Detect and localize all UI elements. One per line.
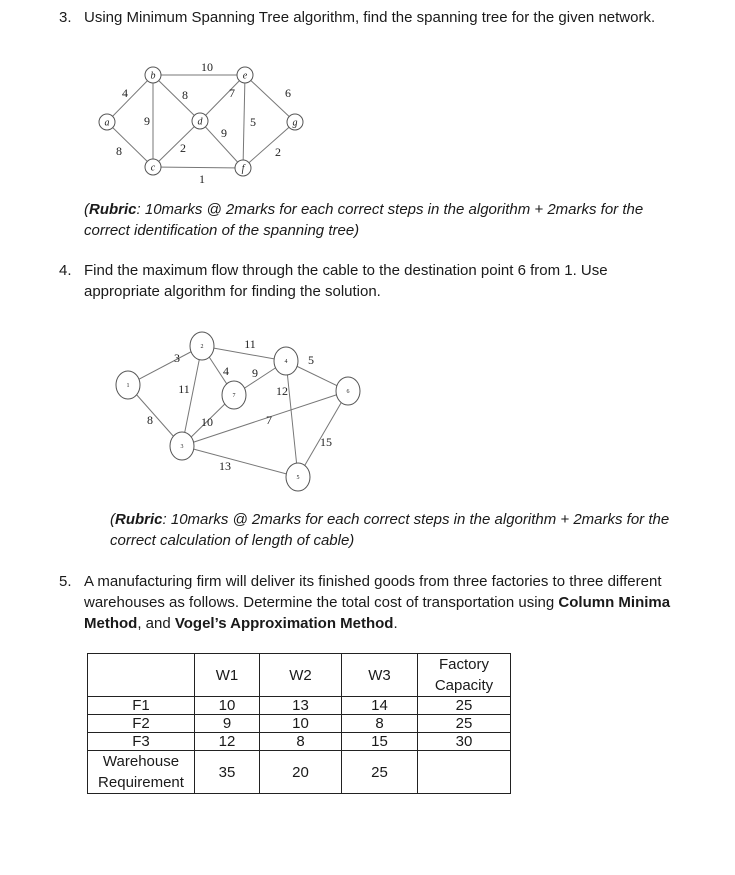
edge-weight-label: 5 <box>250 115 256 129</box>
question-number: 4. <box>59 262 72 279</box>
graph-edge <box>153 75 200 121</box>
edge-weight-label: 11 <box>244 337 256 351</box>
edge-weight-label: 15 <box>320 435 332 449</box>
edge-weight-label: 2 <box>180 141 186 155</box>
edge-weight-label: 8 <box>116 144 122 158</box>
table-row <box>88 733 511 751</box>
node-label: 3 <box>180 443 184 450</box>
table-cell: 25 <box>342 751 418 794</box>
edge-weight-label: 3 <box>174 351 180 365</box>
question-number: 3. <box>59 9 72 26</box>
method-1: Column Minima Method <box>84 594 671 632</box>
rubric-q3: (Rubric: 10marks @ 2marks for each correct steps in the algorithm + 2marks for the correct identification of the spanning tree) <box>84 201 644 239</box>
table-cell: 8 <box>342 715 418 733</box>
table-cell: 10 <box>260 715 342 733</box>
table-cell: 14 <box>342 697 418 715</box>
node-label: d <box>197 116 203 128</box>
table-header-row <box>88 654 511 697</box>
graph-edge <box>243 75 245 168</box>
table-cell: 25 <box>418 697 511 715</box>
method-2: Vogel’s Approximation Method <box>174 615 394 632</box>
table-header-cell <box>88 654 195 697</box>
graph-edge <box>182 343 204 446</box>
edge-weight-label: 12 <box>276 384 288 398</box>
table-cell: 25 <box>418 715 511 733</box>
table-cell: 9 <box>195 715 260 733</box>
table-header-cell: W1 <box>195 654 260 697</box>
table-header-cell: W2 <box>260 654 342 697</box>
node-label: 1 <box>126 382 130 389</box>
table-cell: Warehouse Requirement <box>88 751 195 794</box>
table-cell: 12 <box>195 733 260 751</box>
edge-weight-label: 5 <box>308 353 314 367</box>
mst-network-graph <box>95 55 335 190</box>
table-cell: F2 <box>88 715 195 733</box>
graph-edge <box>200 75 245 121</box>
table-cell: 8 <box>260 733 342 751</box>
table-row <box>88 715 511 733</box>
question-5 <box>60 571 680 634</box>
table-cell: 35 <box>195 751 260 794</box>
rubric-text: : 10marks @ 2marks for each correct steps in the algorithm + 2marks for the correct identification of the spanning tree) <box>84 201 644 239</box>
question-4 <box>60 260 680 302</box>
edge-weight-label: 7 <box>229 86 235 100</box>
graph-edge <box>298 388 350 477</box>
graph-edge <box>153 121 200 167</box>
node-label: g <box>292 117 298 129</box>
rubric-text: : 10marks @ 2marks for each correct steps in the algorithm + 2marks for the correct calculation of length of cable) <box>110 511 670 549</box>
rubric-label: Rubric <box>89 201 137 218</box>
edge-weight-label: 10 <box>201 415 213 429</box>
node-label: e <box>242 70 248 82</box>
question-text: Find the maximum flow through the cable to the destination point 6 from 1. Use appropriate algorithm for finding the solution. <box>84 262 608 300</box>
question-text: Using Minimum Spanning Tree algorithm, find the spanning tree for the given network. <box>84 9 656 26</box>
table-cell: 30 <box>418 733 511 751</box>
node-label: 6 <box>346 388 350 395</box>
table-row <box>88 697 511 715</box>
edge-weight-label: 8 <box>147 413 153 427</box>
table-cell: 15 <box>342 733 418 751</box>
question-text: A manufacturing firm will deliver its finished goods from three factories to three different warehouses as follows. Determine the total cost of transportation using Column Minima Method, and Vogel’s Approximation Method. <box>84 573 671 632</box>
edge-weight-label: 4 <box>223 364 229 378</box>
edge-weight-label: 6 <box>285 86 291 100</box>
node-label: 7 <box>232 392 236 399</box>
node-label: b <box>150 70 156 82</box>
table-cell: F1 <box>88 697 195 715</box>
edge-weight-label: 9 <box>252 366 258 380</box>
question-3 <box>60 7 680 28</box>
transportation-table <box>87 653 511 794</box>
edge-weight-label: 9 <box>144 114 150 128</box>
edge-weight-label: 4 <box>122 86 128 100</box>
edge-weight-label: 7 <box>266 413 272 427</box>
node-label: 2 <box>200 343 204 350</box>
table-header-cell: Factory Capacity <box>418 654 511 697</box>
edge-weight-label: 8 <box>182 88 188 102</box>
rubric-label: Rubric <box>115 511 163 528</box>
edge-weight-label: 11 <box>178 382 190 396</box>
graph-edge <box>153 167 243 168</box>
rubric-q4: (Rubric: 10marks @ 2marks for each correct steps in the algorithm + 2marks for the correct calculation of length of cable) <box>110 511 670 549</box>
graph-edge <box>180 443 298 477</box>
node-label: a <box>104 117 110 129</box>
node-label: 5 <box>296 474 300 481</box>
max-flow-network-graph <box>110 325 380 495</box>
edge-weight-label: 13 <box>219 459 231 473</box>
edge-weight-label: 2 <box>275 145 281 159</box>
table-cell: F3 <box>88 733 195 751</box>
table-header-cell: W3 <box>342 654 418 697</box>
edge-weight-label: 1 <box>199 172 205 186</box>
node-label: f <box>241 163 245 175</box>
graph-edge <box>284 358 298 477</box>
node-label: 4 <box>284 358 288 365</box>
edge-weight-label: 10 <box>201 60 213 74</box>
edge-weight-label: 9 <box>221 126 227 140</box>
table-cell: 20 <box>260 751 342 794</box>
node-label: c <box>150 162 156 174</box>
table-row <box>88 751 511 794</box>
table-cell: 10 <box>195 697 260 715</box>
graph-edge <box>107 122 153 167</box>
question-number: 5. <box>59 573 72 590</box>
table-cell: 13 <box>260 697 342 715</box>
table-cell <box>418 751 511 794</box>
